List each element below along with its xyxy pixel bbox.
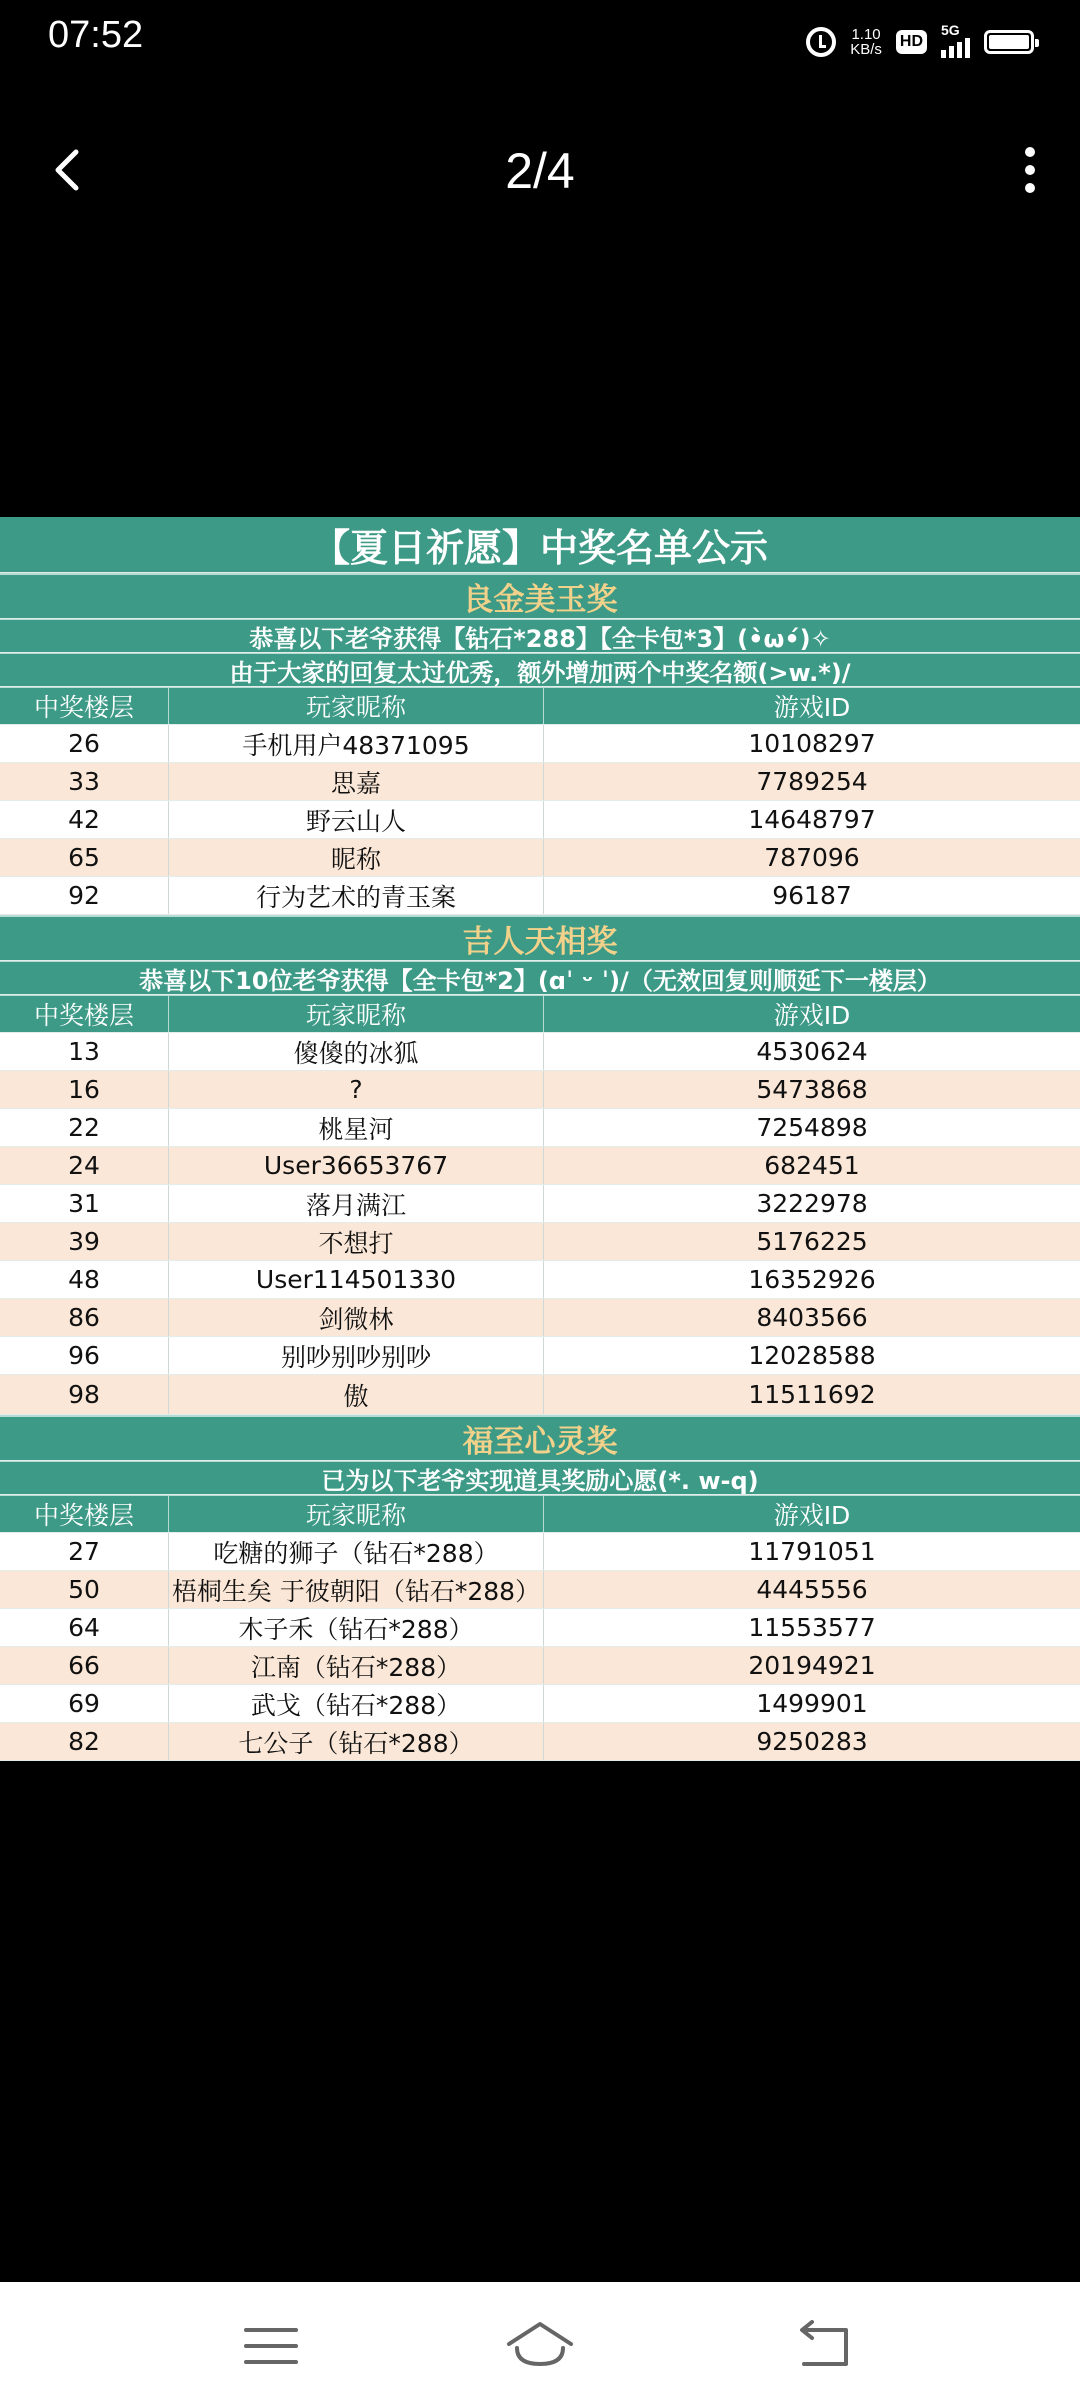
floor-cell: 27: [0, 1533, 169, 1570]
game-id-cell: 4445556: [756, 1575, 868, 1604]
game-id-cell: 11791051: [748, 1537, 876, 1566]
battery-icon: [984, 30, 1034, 54]
table-row: [0, 1647, 1080, 1685]
viewer-toolbar: [0, 120, 1080, 220]
table-row: [0, 877, 1080, 915]
game-id-cell: 5473868: [756, 1075, 868, 1104]
floor-cell: 39: [0, 1223, 169, 1260]
table-row: [0, 763, 1080, 801]
back-arrow-icon[interactable]: [46, 142, 96, 198]
floor-cell: 24: [0, 1147, 169, 1184]
award-message: 由于大家的回复太过优秀，额外增加两个中奖名额(>w.*)/: [0, 653, 1080, 687]
network-speed-value: 1.10: [851, 26, 881, 43]
game-id-cell: 682451: [764, 1151, 860, 1180]
table-row: [0, 1533, 1080, 1571]
game-id-cell: 10108297: [748, 729, 876, 758]
header-game-id: 游戏ID: [773, 693, 851, 722]
nickname-cell: 思嘉: [169, 763, 544, 800]
network-speed: [850, 27, 882, 57]
floor-cell: 31: [0, 1185, 169, 1222]
table-row: [0, 1299, 1080, 1337]
floor-cell: 66: [0, 1647, 169, 1684]
system-nav-bar: [0, 2282, 1080, 2408]
award-title: 福至心灵奖: [0, 1415, 1080, 1461]
floor-cell: 82: [0, 1723, 169, 1760]
game-id-cell: 4530624: [756, 1037, 868, 1066]
table-row: [0, 1609, 1080, 1647]
nickname-cell: 七公子（钻石*288）: [169, 1723, 544, 1760]
nickname-cell: 剑微林: [169, 1299, 544, 1336]
sheet-title: 【夏日祈愿】中奖名单公示: [0, 517, 1080, 573]
award-message: 已为以下老爷实现道具奖励心愿(*. w-q): [0, 1461, 1080, 1495]
table-row: [0, 1071, 1080, 1109]
game-id-cell: 16352926: [748, 1265, 876, 1294]
game-id-cell: 7789254: [756, 767, 868, 796]
header-nickname: 玩家昵称: [169, 996, 544, 1032]
floor-cell: 26: [0, 725, 169, 762]
header-floor: 中奖楼层: [0, 1496, 169, 1532]
floor-cell: 42: [0, 801, 169, 838]
game-id-cell: 20194921: [748, 1651, 876, 1680]
table-row: [0, 1147, 1080, 1185]
floor-cell: 13: [0, 1033, 169, 1070]
status-icons: [806, 20, 1034, 64]
nickname-cell: 吃糖的狮子（钻石*288）: [169, 1533, 544, 1570]
status-time: 07:52: [48, 14, 144, 56]
floor-cell: 65: [0, 839, 169, 876]
floor-cell: 48: [0, 1261, 169, 1298]
nickname-cell: ?: [169, 1071, 544, 1108]
status-bar: [0, 0, 1080, 84]
game-id-cell: 11511692: [748, 1380, 876, 1409]
nickname-cell: 梧桐生矣 于彼朝阳（钻石*288）: [169, 1571, 544, 1608]
table-row: [0, 1223, 1080, 1261]
award-title: 吉人天相奖: [0, 915, 1080, 961]
table-row: [0, 725, 1080, 763]
nickname-cell: 别吵别吵别吵: [169, 1337, 544, 1374]
award-message: 恭喜以下10位老爷获得【全卡包*2】(ɑˈ ᵕ ˈ)/（无效回复则顺延下一楼层）: [0, 961, 1080, 995]
table-row: [0, 1685, 1080, 1723]
menu-icon[interactable]: [236, 2318, 306, 2374]
page-indicator: 2/4: [505, 143, 575, 199]
floor-cell: 92: [0, 877, 169, 914]
header-floor: 中奖楼层: [0, 688, 169, 724]
table-row: [0, 1337, 1080, 1375]
game-id-cell: 11553577: [748, 1613, 876, 1642]
game-id-cell: 9250283: [756, 1727, 868, 1756]
header-game-id: 游戏ID: [773, 1001, 851, 1030]
floor-cell: 33: [0, 763, 169, 800]
game-id-cell: 8403566: [756, 1303, 868, 1332]
nickname-cell: 傻傻的冰狐: [169, 1033, 544, 1070]
network-speed-unit: KB/s: [850, 41, 882, 58]
game-id-cell: 1499901: [756, 1689, 868, 1718]
alarm-icon: [806, 27, 836, 57]
floor-cell: 98: [0, 1375, 169, 1414]
table-row: [0, 1375, 1080, 1415]
nickname-cell: 傲: [169, 1375, 544, 1414]
floor-cell: 16: [0, 1071, 169, 1108]
header-nickname: 玩家昵称: [169, 1496, 544, 1532]
table-row: [0, 1109, 1080, 1147]
nickname-cell: 野云山人: [169, 801, 544, 838]
nickname-cell: 武戈（钻石*288）: [169, 1685, 544, 1722]
table-row: [0, 801, 1080, 839]
more-vertical-icon[interactable]: [1010, 142, 1050, 198]
nickname-cell: 不想打: [169, 1223, 544, 1260]
nickname-cell: 手机用户48371095: [169, 725, 544, 762]
table-row: [0, 1185, 1080, 1223]
nickname-cell: 木子禾（钻石*288）: [169, 1609, 544, 1646]
table-header: [0, 687, 1080, 725]
table-row: [0, 1571, 1080, 1609]
header-floor: 中奖楼层: [0, 996, 169, 1032]
signal-icon: [941, 22, 970, 58]
header-game-id: 游戏ID: [773, 1501, 851, 1530]
table-row: [0, 1723, 1080, 1761]
game-id-cell: 787096: [764, 843, 860, 872]
home-icon[interactable]: [505, 2318, 575, 2374]
floor-cell: 86: [0, 1299, 169, 1336]
winner-list-image[interactable]: [0, 517, 1080, 1761]
game-id-cell: 12028588: [748, 1341, 876, 1370]
header-nickname: 玩家昵称: [169, 688, 544, 724]
game-id-cell: 3222978: [756, 1189, 868, 1218]
table-row: [0, 839, 1080, 877]
nickname-cell: User36653767: [169, 1147, 544, 1184]
floor-cell: 69: [0, 1685, 169, 1722]
table-header: [0, 995, 1080, 1033]
hd-badge: HD: [896, 30, 927, 54]
floor-cell: 50: [0, 1571, 169, 1608]
nickname-cell: 行为艺术的青玉案: [169, 877, 544, 914]
table-row: [0, 1033, 1080, 1071]
game-id-cell: 7254898: [756, 1113, 868, 1142]
network-type: 5G: [941, 22, 960, 38]
floor-cell: 64: [0, 1609, 169, 1646]
game-id-cell: 5176225: [756, 1227, 868, 1256]
table-row: [0, 1261, 1080, 1299]
game-id-cell: 96187: [772, 881, 852, 910]
floor-cell: 22: [0, 1109, 169, 1146]
return-icon[interactable]: [790, 2318, 860, 2374]
nickname-cell: 昵称: [169, 839, 544, 876]
award-title: 良金美玉奖: [0, 573, 1080, 619]
nickname-cell: 江南（钻石*288）: [169, 1647, 544, 1684]
award-message: 恭喜以下老爷获得【钻石*288】【全卡包*3】(•̀ω•́)✧: [0, 619, 1080, 653]
game-id-cell: 14648797: [748, 805, 876, 834]
nickname-cell: 桃星河: [169, 1109, 544, 1146]
floor-cell: 96: [0, 1337, 169, 1374]
nickname-cell: User114501330: [169, 1261, 544, 1298]
table-header: [0, 1495, 1080, 1533]
nickname-cell: 落月满江: [169, 1185, 544, 1222]
